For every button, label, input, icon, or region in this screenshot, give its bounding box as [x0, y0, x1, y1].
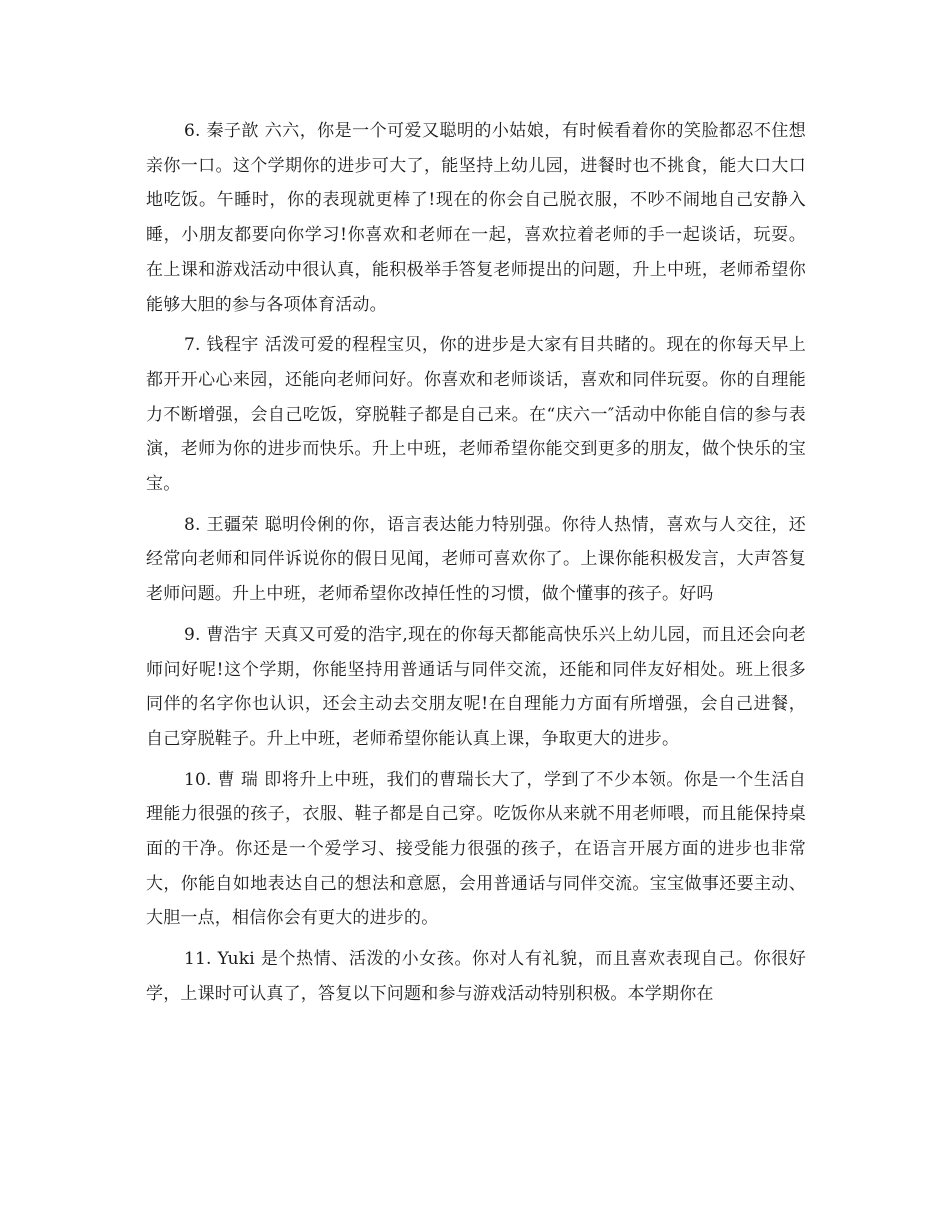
comment-paragraph-11: 11. Yuki 是个热情、活泼的小女孩。你对人有礼貌，而且喜欢表现自己。你很好学，上课时可认真了，答复以下问题和参与游戏活动特别积极。本学期你在 [146, 949, 806, 1004]
comment-paragraph-8: 8. 王疆荣 聪明伶俐的你，语言表达能力特别强。你待人热情，喜欢与人交往，还经常向老师和同伴诉说你的假日见闻，老师可喜欢你了。上课你能积极发言，大声答复老师问题。升上中班，老师希望你改掉任性的习惯，做个懂事的孩子。好吗 [146, 514, 806, 605]
document-body [146, 114, 806, 1018]
comment-paragraph-6: 6. 秦子歆 六六，你是一个可爱又聪明的小姑娘，有时候看着你的笑脸都忍不住想亲你一口。这个学期你的进步可大了，能坚持上幼儿园，进餐时也不挑食，能大口大口地吃饭。午睡时，你的表现就更棒了!现在的你会自己脱衣服，不吵不闹地自己安静入睡，小朋友都要向你学习!你喜欢和老师在一起，喜欢拉着老师的手一起谈话，玩耍。在上课和游戏活动中很认真，能积极举手答复老师提出的问题，升上中班，老师希望你能够大胆的参与各项体育活动。 [146, 121, 806, 315]
comment-paragraph-7: 7. 钱程宇 活泼可爱的程程宝贝，你的进步是大家有目共睹的。现在的你每天早上都开开心心来园，还能向老师问好。你喜欢和老师谈话，喜欢和同伴玩耍。你的自理能力不断增强，会自己吃饭，穿脱鞋子都是自己来。在“庆六一″活动中你能自信的参与表演，老师为你的进步而快乐。升上中班，老师希望你能交到更多的朋友，做个快乐的宝宝。 [146, 335, 806, 495]
comment-paragraph-10: 10. 曹 瑞 即将升上中班，我们的曹瑞长大了，学到了不少本领。你是一个生活自理能力很强的孩子，衣服、鞋子都是自己穿。吃饭你从来就不用老师喂，而且能保持桌面的干净。你还是一个爱学习、接受能力很强的孩子，在语言开展方面的进步也非常大，你能自如地表达自己的想法和意愿，会用普通话与同伴交流。宝宝做事还要主动、大胆一点，相信你会有更大的进步的。 [146, 769, 806, 929]
comment-paragraph-9: 9. 曹浩宇 天真又可爱的浩宇,现在的你每天都能高快乐兴上幼儿园，而且还会向老师问好呢!这个学期，你能坚持用普通话与同伴交流，还能和同伴友好相处。班上很多同伴的名字你也认识，还会主动去交朋友呢!在自理能力方面有所增强，会自己进餐，自己穿脱鞋子。升上中班，老师希望你能认真上课，争取更大的进步。 [146, 624, 806, 749]
